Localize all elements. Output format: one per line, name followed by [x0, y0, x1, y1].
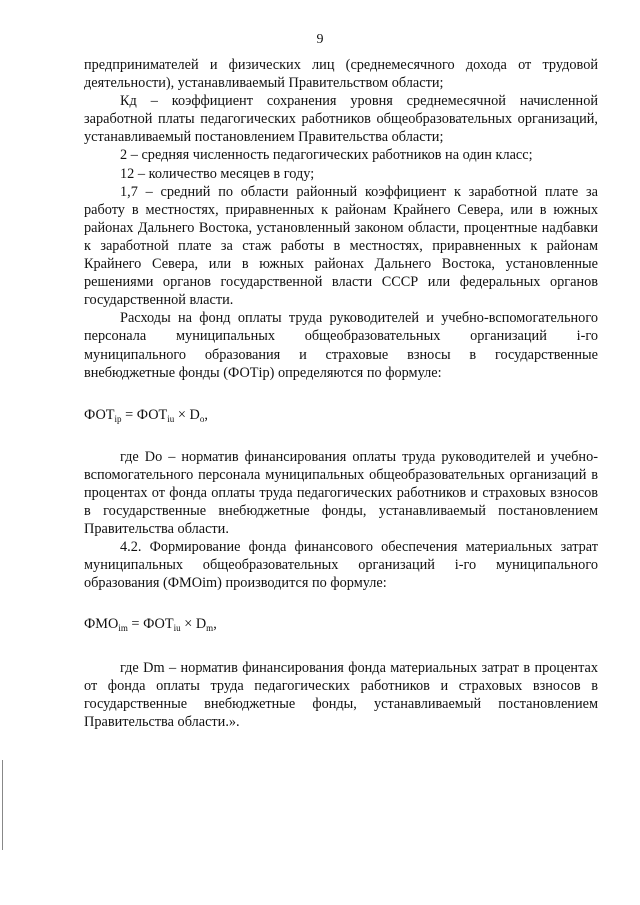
paragraph-regional-coefficient: 1,7 – средний по области районный коэффициент к заработной плате за работу в местностях, приравненных к районам Крайнего Севера, или в южных районах Дальнего Востока, установленный законом области, процентные надбавки к заработной плате за стаж работы в местностях, приравненных к районам Крайнего Севера, или в южных районах Дальнего Востока, установленные решениями органов государственной власти СССР или федеральных органов государственной власти. [84, 183, 598, 309]
formula-lhs: ФОТ [84, 406, 115, 423]
formula-rhs-factor: D [189, 406, 200, 423]
formula-tail: , [213, 615, 217, 632]
formula-multiply: × [174, 406, 190, 423]
formula-rhs-factor-subscript: o [199, 413, 205, 424]
formula-fot-ip [84, 406, 598, 424]
formula-rhs-factor-subscript: m [206, 622, 214, 633]
paragraph-management-payroll: Расходы на фонд оплаты труда руководителей и учебно-вспомогательного персонала муниципальных общеобразовательных организаций i-го муниципального образования и страховые взносы в государственные внебюджетные фонды (ФОТip) определяются по формуле: [84, 310, 598, 381]
paragraph-months: 12 – количество месяцев в году; [120, 165, 315, 182]
formula-lhs-subscript: im [118, 622, 128, 633]
formula-lhs-subscript: ip [114, 413, 122, 424]
formula-equals: = [121, 406, 137, 423]
document-body [84, 56, 598, 731]
paragraph-kd-definition: Кд – коэффициент сохранения уровня среднемесячной начисленной заработной платы педагогических работников общеобразовательных организаций, устанавливаемый постановлением Правительства области; [84, 93, 598, 146]
paragraph-do-definition: где Dо – норматив финансирования оплаты труда руководителей и учебно-вспомогательного персонала муниципальных общеобразовательных организаций в процентах от фонда оплаты труда педагогических работников и страховых взносов в государственные внебюджетные фонды, устанавливаемый постановлением Правительства области. [84, 448, 598, 538]
formula-tail: , [204, 406, 208, 423]
formula-rhs-term: ФОТ [136, 406, 168, 423]
formula-rhs-term-subscript: iu [167, 413, 175, 424]
scan-edge-line [2, 760, 3, 850]
formula-multiply: × [180, 615, 196, 632]
formula-lhs: ФМО [84, 615, 119, 632]
paragraph-section-4-2: 4.2. Формирование фонда финансового обеспечения материальных затрат муниципальных общеобразовательных организаций i-го муниципального образования (ФМОim) производится по формуле: [84, 539, 598, 592]
formula-rhs-term: ФОТ [143, 615, 174, 632]
paragraph-income-definition: предпринимателей и физических лиц (среднемесячного дохода от трудовой деятельности), устанавливаемый Правительством области; [84, 57, 598, 92]
formula-rhs-factor: D [195, 615, 207, 632]
formula-fmo-im [84, 615, 598, 633]
page-number: 9 [316, 32, 324, 47]
paragraph-dm-definition: где Dm – норматив финансирования фонда материальных затрат в процентах от фонда оплаты труда педагогических работников и страховых взносов в государственные внебюджетные фонды, устанавливаемый постановлением Правительства области.». [84, 659, 598, 730]
paragraph-teachers-per-class: 2 – средняя численность педагогических работников на один класс; [120, 147, 533, 164]
formula-rhs-term-subscript: iu [173, 622, 181, 633]
formula-equals: = [127, 615, 144, 632]
